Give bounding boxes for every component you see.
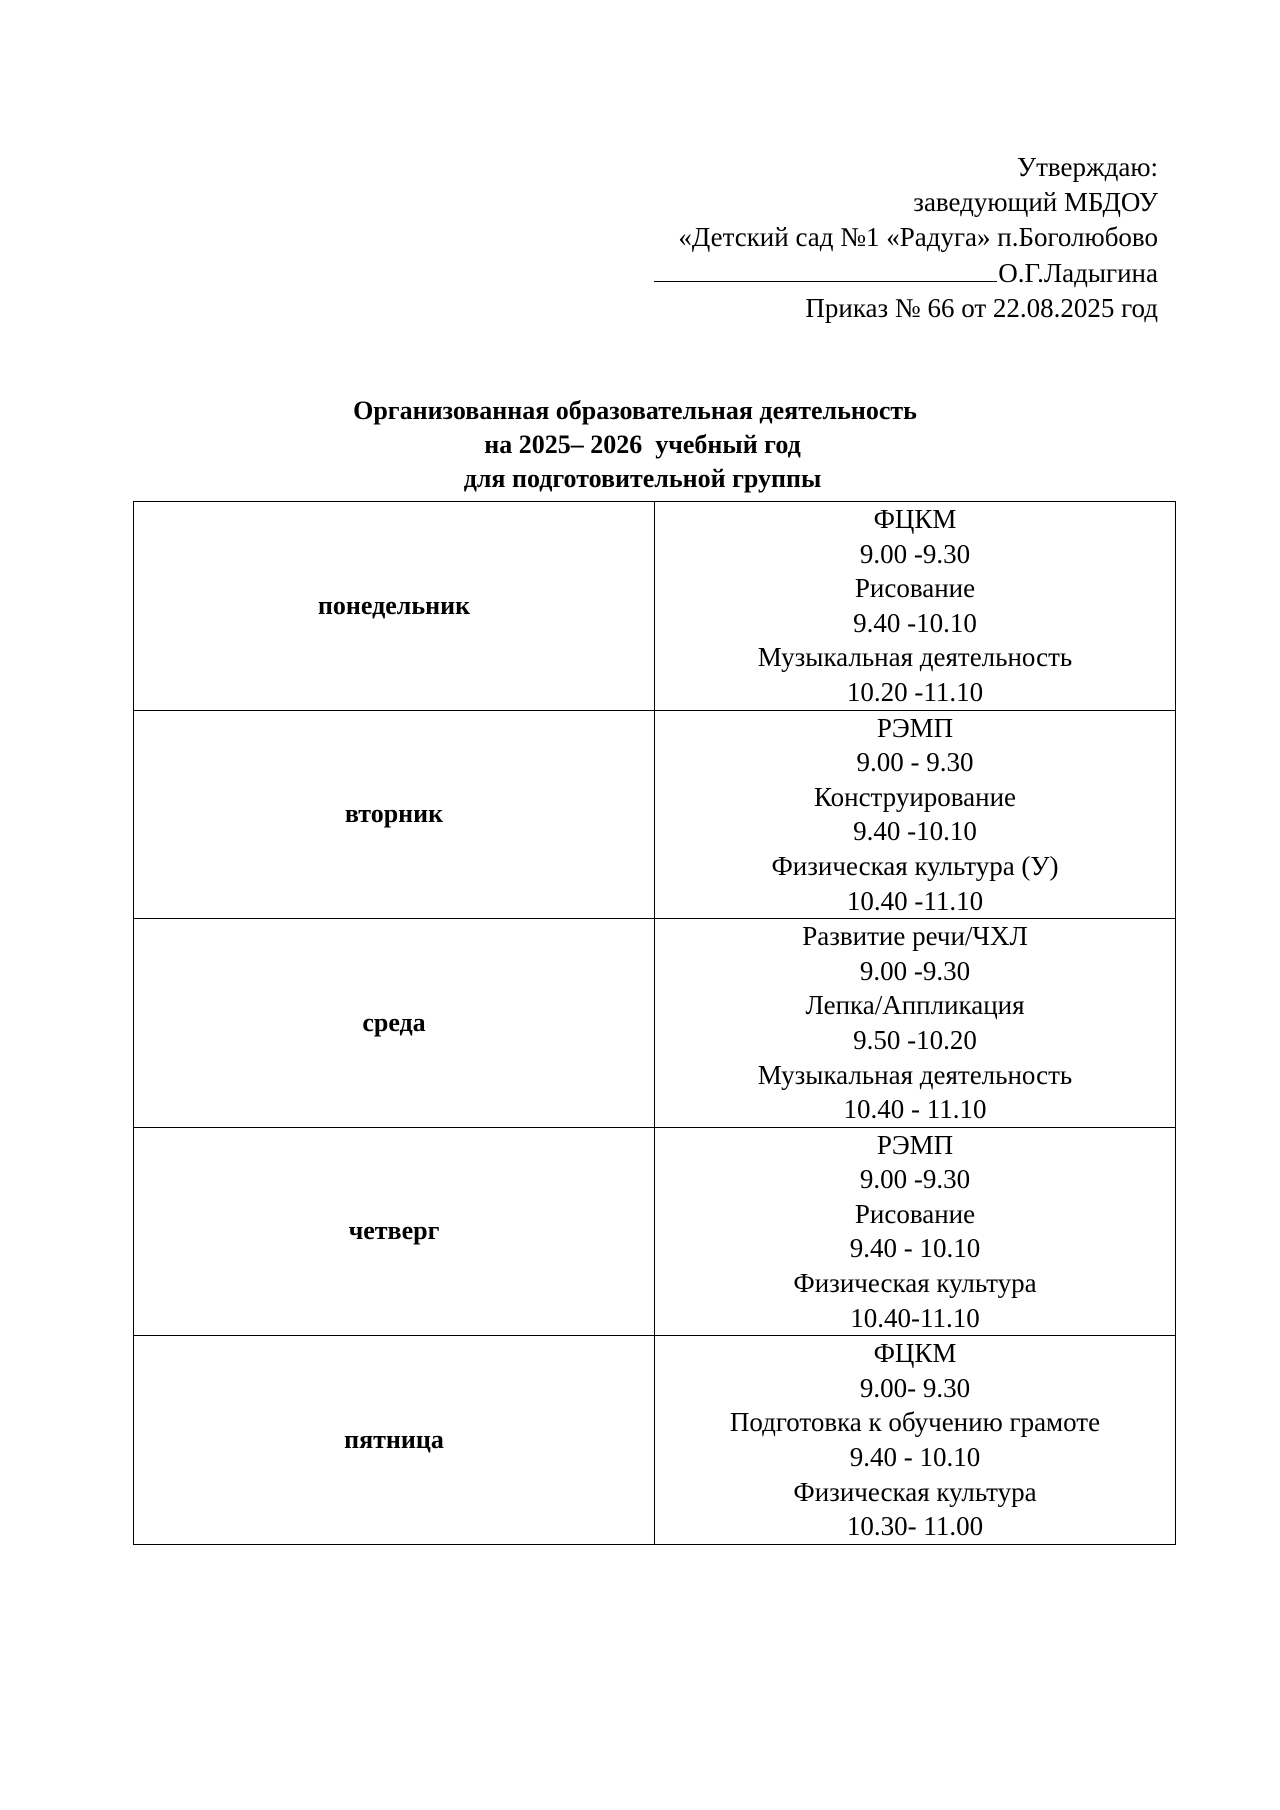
lesson-item: [655, 1336, 1175, 1405]
lesson-time: 10.30- 11.00: [846, 1511, 984, 1542]
lesson-time: 9.40 -10.10: [853, 607, 977, 638]
lesson-time: 9.00 -9.30: [859, 538, 971, 569]
lessons-cell: [655, 710, 1176, 919]
table-row: [134, 502, 1176, 711]
day-cell: [134, 1127, 655, 1336]
day-cell: [134, 502, 655, 711]
lesson-item: [655, 988, 1175, 1057]
lesson-time: 10.40 -11.10: [846, 885, 984, 916]
title-line-3: для подготовительной группы: [463, 464, 822, 493]
lesson-time: 9.40 - 10.10: [849, 1233, 981, 1264]
table-row: [134, 1336, 1176, 1545]
day-label: пятница: [344, 1425, 444, 1455]
table-row: [134, 710, 1176, 919]
day-cell: [134, 1336, 655, 1545]
lesson-item: [655, 502, 1175, 571]
approval-signer: О.Г.Ладыгина: [998, 258, 1158, 288]
lesson-item: [655, 1266, 1175, 1335]
lessons-cell: [655, 502, 1176, 711]
day-label: понедельник: [317, 590, 471, 620]
lesson-item: [655, 711, 1175, 780]
approval-signature-row: [654, 255, 1158, 291]
approval-block: [654, 150, 1158, 326]
lesson-item: [655, 849, 1175, 918]
day-label: вторник: [344, 799, 444, 829]
lesson-item: [655, 1405, 1175, 1474]
lesson-name: Физическая культура: [793, 1476, 1037, 1507]
lesson-time: 9.50 -10.20: [853, 1024, 977, 1055]
lesson-item: [655, 919, 1175, 988]
lesson-time: 9.40 -10.10: [853, 816, 977, 847]
lesson-name: ФЦКМ: [873, 1338, 957, 1369]
approval-position: заведующий МБДОУ: [913, 187, 1158, 217]
table-row: [134, 1127, 1176, 1336]
lesson-time: 9.00 -9.30: [859, 1164, 971, 1195]
lesson-item: [655, 780, 1175, 849]
schedule-table: [133, 501, 1176, 1545]
lessons-cell: [655, 1127, 1176, 1336]
lesson-time: 9.00 - 9.30: [856, 747, 974, 778]
lesson-item: [655, 1197, 1175, 1266]
lesson-name: Рисование: [854, 573, 976, 604]
lesson-item: [655, 1128, 1175, 1197]
lessons-cell: [655, 1336, 1176, 1545]
lesson-item: [655, 1475, 1175, 1544]
approval-institution: «Детский сад №1 «Радуга» п.Боголюбово: [678, 222, 1158, 252]
lesson-name: Физическая культура (У): [771, 850, 1059, 881]
lesson-name: ФЦКМ: [873, 504, 957, 534]
lesson-name: Физическая культура: [793, 1268, 1037, 1299]
lesson-time: 9.40 - 10.10: [849, 1442, 981, 1473]
day-label: среда: [362, 1007, 426, 1037]
title-line-1: Организованная образовательная деятельность: [353, 396, 917, 425]
approval-heading: Утверждаю:: [1016, 152, 1158, 182]
lesson-name: Конструирование: [813, 781, 1017, 812]
table-row: [134, 919, 1176, 1128]
day-cell: [134, 710, 655, 919]
lesson-name: Музыкальная деятельность: [757, 642, 1073, 673]
lesson-time: 10.40-11.10: [850, 1302, 980, 1333]
schedule-body: [134, 502, 1176, 1545]
lesson-item: [655, 1058, 1175, 1127]
day-cell: [134, 919, 655, 1128]
document-title: [0, 394, 1270, 496]
lesson-name: Развитие речи/ЧХЛ: [802, 921, 1028, 952]
lessons-cell: [655, 919, 1176, 1128]
lesson-name: Лепка/Аппликация: [805, 990, 1025, 1021]
title-line-2: на 2025– 2026 учебный год: [484, 430, 801, 459]
approval-order: Приказ № 66 от 22.08.2025 год: [805, 293, 1158, 323]
lesson-name: РЭМП: [876, 1129, 954, 1160]
lesson-name: РЭМП: [876, 712, 954, 743]
lesson-item: [655, 640, 1175, 709]
lesson-time: 9.00 -9.30: [859, 955, 971, 986]
lesson-name: Музыкальная деятельность: [757, 1059, 1073, 1090]
lesson-item: [655, 571, 1175, 640]
day-label: четверг: [348, 1216, 440, 1246]
lesson-time: 9.00- 9.30: [859, 1372, 971, 1403]
lesson-name: Подготовка к обучению грамоте: [729, 1407, 1101, 1438]
lesson-name: Рисование: [854, 1198, 976, 1229]
signature-line: [654, 255, 997, 282]
lesson-time: 10.40 - 11.10: [843, 1094, 987, 1125]
lesson-time: 10.20 -11.10: [846, 676, 984, 707]
